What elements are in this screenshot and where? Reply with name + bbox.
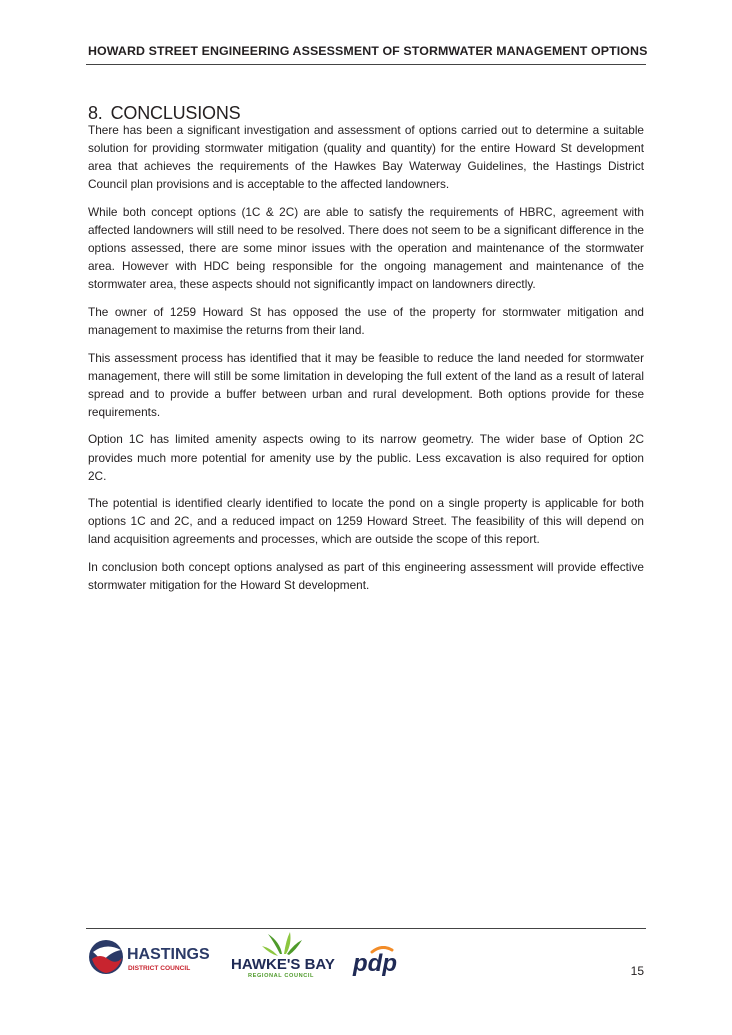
hastings-logo-subtitle: DISTRICT COUNCIL [128, 965, 191, 972]
paragraph: There has been a significant investigation and assessment of options carried out to determine a suitable solution for providing stormwater mitigation (quality and quantity) for the entire Howard St development area that achieves the requirements of the Hawkes Bay Waterway Guidelines, the Hastings District Council plan provisions and is acceptable to the affected landowners. [88, 123, 644, 192]
paragraph: This assessment process has identified that it may be feasible to reduce the land needed for stormwater management, there will still be some limitation in developing the full extent of the land as a result of lateral spread and to provide a buffer between urban and rural development. Both options provide for these requirements. [88, 350, 644, 419]
header-divider [86, 64, 646, 65]
paragraph: Option 1C has limited amenity aspects owing to its narrow geometry. The wider base of Option 2C provides much more potential for amenity use by the public. Less excavation is also required for option 2C. [88, 432, 644, 483]
hawkes-bay-logo-name: HAWKE'S BAY [231, 956, 335, 973]
paragraph: While both concept options (1C & 2C) are able to satisfy the requirements of HBRC, agreement with affected landowners will still need to be resolved. There does not seem to be a significant difference in the options assessed, there are some minor issues with the operation and maintenance of the stormwater area. However with HDC being responsible for the ongoing management and maintenance of the stormwater area, these aspects should not significantly impact on landowners directly. [88, 204, 644, 292]
hawkes-bay-regional-council-logo [230, 930, 340, 980]
hastings-logo-name: HASTINGS [127, 946, 210, 963]
running-header: HOWARD STREET ENGINEERING ASSESSMENT OF STORMWATER MANAGEMENT OPTIONS [88, 44, 648, 58]
hastings-district-council-logo [88, 938, 216, 978]
hastings-emblem-icon [89, 940, 123, 974]
pdp-logo-name: pdp [353, 950, 397, 976]
paragraph: The owner of 1259 Howard St has opposed the use of the property for stormwater mitigation and management to maximise the returns from their land. [88, 304, 644, 337]
footer-divider [86, 928, 646, 929]
body-text [88, 121, 644, 604]
section-number: 8. [88, 103, 103, 124]
hawkes-bay-leaves-icon [262, 932, 302, 956]
paragraph: In conclusion both concept options analysed as part of this engineering assessment will provide effective stormwater mitigation for the Howard St development. [88, 559, 644, 593]
section-title: CONCLUSIONS [110, 103, 241, 124]
hawkes-bay-logo-subtitle: REGIONAL COUNCIL [248, 973, 315, 979]
paragraph: The potential is identified clearly identified to locate the pond on a single property is applicable for both options 1C and 2C, and a reduced impact on 1259 Howard Street. The feasibility of this will depend on land acquisition agreements and processes, which are outside the scope of this report. [88, 496, 644, 547]
pdp-logo [352, 946, 410, 976]
page-number: 15 [630, 964, 644, 978]
